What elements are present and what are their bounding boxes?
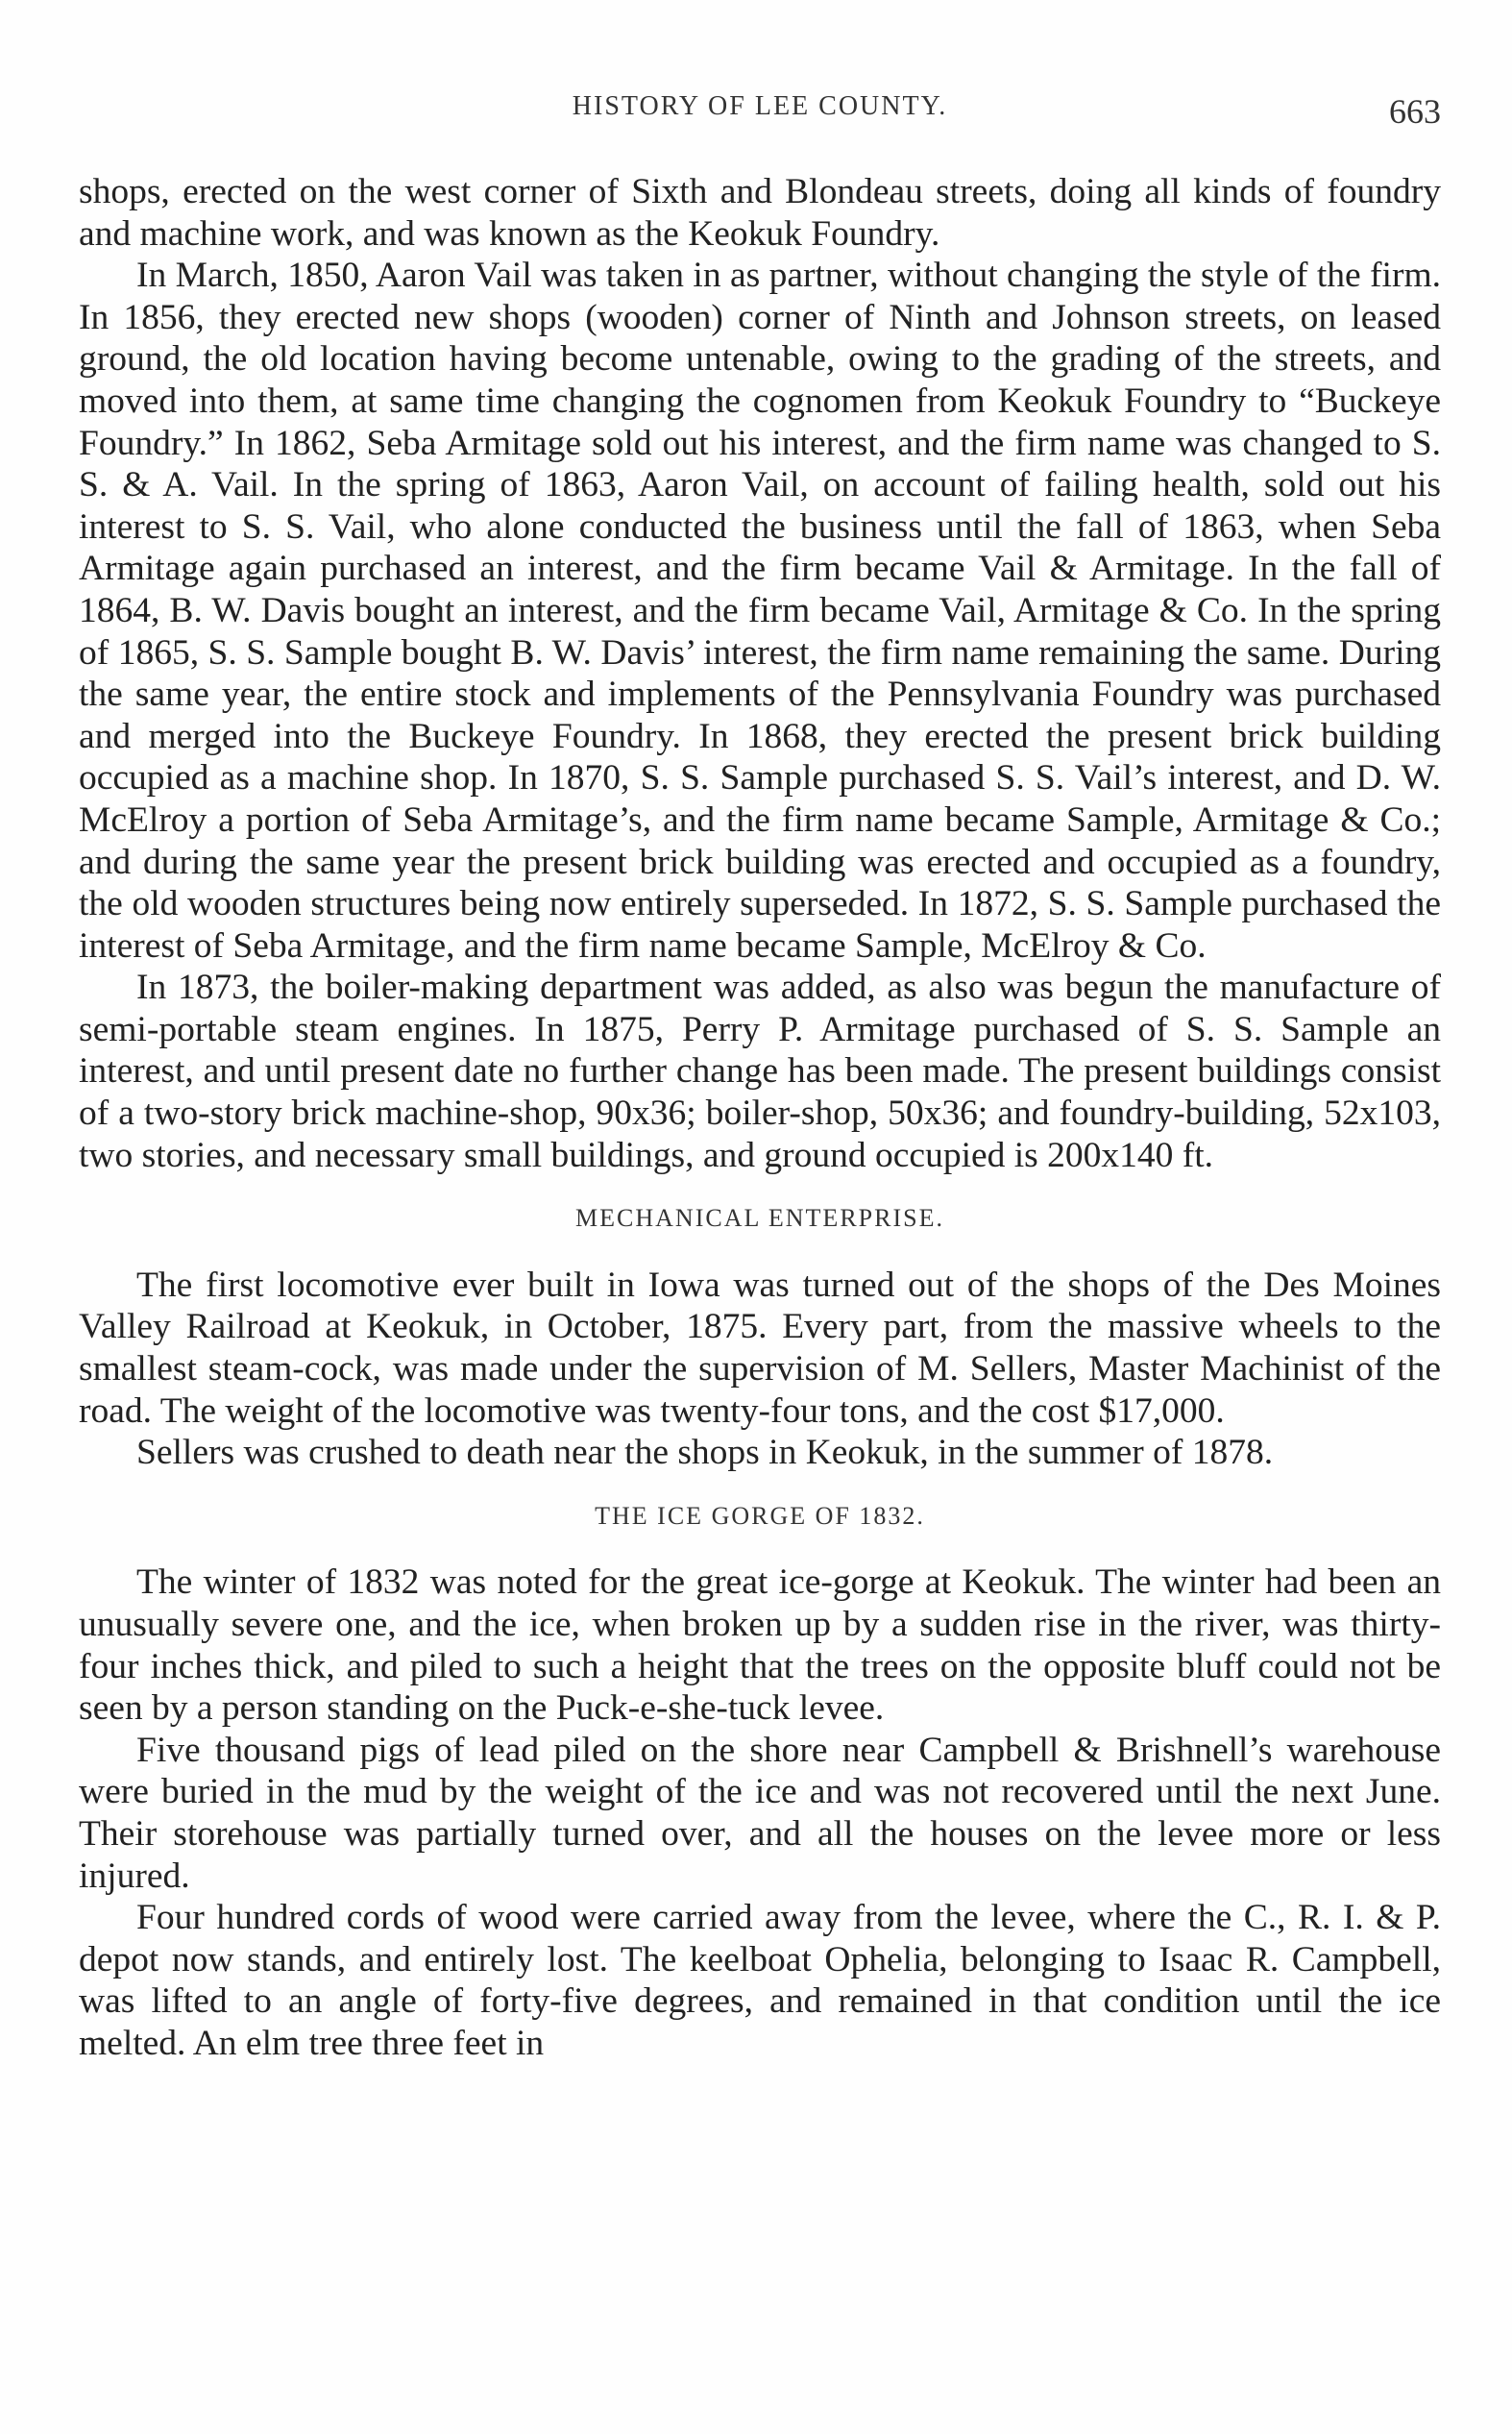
section-heading-mechanical: MECHANICAL ENTERPRISE. (575, 1204, 944, 1233)
paragraph-foundry-continued: shops, erected on the west corner of Sixth and Blondeau streets, doing all kinds of foundry and machine work, and was known as the Keokuk Foundry. (79, 172, 1441, 254)
running-head: HISTORY OF LEE COUNTY. (572, 91, 948, 121)
page-header (79, 91, 1441, 139)
section-heading-ice-gorge: THE ICE GORGE OF 1832. (595, 1501, 925, 1530)
paragraph-ice-gorge-wood: Four hundred cords of wood were carried away from the levee, where the C., R. I. & P. depot now stands, and entirely lost. The keelboat Ophelia, belonging to Isaac R. Campbell, was lifted to an angle of forty-five degrees, and remained in that condition until the ice melted. An elm tree three feet in (79, 1898, 1441, 2063)
page-number: 663 (1389, 92, 1441, 131)
body-text (79, 171, 1441, 2065)
paragraph-ice-gorge-winter: The winter of 1832 was noted for the great ice-gorge at Keokuk. The winter had been an unusually severe one, and the ice, when broken up by a sudden rise in the river, was thirty-four inches thick, and piled to such a height that the trees on the opposite bluff could not be seen by a person standing on the Puck-e-she-tuck levee. (79, 1562, 1441, 1729)
paragraph-foundry-history: In March, 1850, Aaron Vail was taken in as partner, without changing the style of the firm. In 1856, they erected new shops (wooden) corner of Ninth and Johnson streets, on leased ground, the old location having become untenable, owing to the grading of the streets, and moved into them, at same time changing the cognomen from Keokuk Foundry to “Buckeye Foundry.” In 1862, Seba Armitage sold out his interest, and the firm name was changed to S. S. & A. Vail. In the spring of 1863, Aaron Vail, on account of failing health, sold out his interest to S. S. Vail, who alone conducted the business until the fall of 1863, when Seba Armitage again purchased an interest, and the firm became Vail & Armitage. In the fall of 1864, B. W. Davis bought an interest, and the firm became Vail, Armitage & Co. In the spring of 1865, S. S. Sample bought B. W. Davis’ interest, the firm name remaining the same. During the same year, the entire stock and implements of the Pennsylvania Foundry was purchased and merged into the Buckeye Foundry. In 1868, they erected the present brick building occupied as a machine shop. In 1870, S. S. Sample purchased S. S. Vail’s interest, and D. W. McElroy a portion of Seba Armitage’s, and the firm name became Sample, Armitage & Co.; and during the same year the present brick building was erected and occupied as a foundry, the old wooden structures being now entirely superseded. In 1872, S. S. Sample purchased the interest of Seba Armitage, and the firm name became Sample, McElroy & Co. (79, 256, 1441, 966)
paragraph-ice-gorge-lead: Five thousand pigs of lead piled on the shore near Campbell & Brishnell’s warehouse were buried in the mud by the weight of the ice and was not recovered until the next June. Their storehouse was partially turned over, and all the houses on the levee more or less injured. (79, 1730, 1441, 1896)
paragraph-locomotive: The first locomotive ever built in Iowa was turned out of the shops of the Des Moines Valley Railroad at Keokuk, in October, 1875. Every part, from the massive wheels to the smallest steam-cock, was made under the supervision of M. Sellers, Master Machinist of the road. The weight of the locomotive was twenty-four tons, and the cost $17,000. (79, 1265, 1441, 1431)
paragraph-foundry-boiler: In 1873, the boiler-making department was added, as also was begun the manufacture of semi-portable steam engines. In 1875, Perry P. Armitage purchased of S. S. Sample an interest, and until present date no further change has been made. The present buildings consist of a two-story brick machine-shop, 90x36; boiler-shop, 50x36; and foundry-building, 52x103, two stories, and necessary small buildings, and ground occupied is 200x140 ft. (79, 968, 1441, 1175)
paragraph-sellers: Sellers was crushed to death near the shops in Keokuk, in the summer of 1878. (136, 1433, 1274, 1473)
